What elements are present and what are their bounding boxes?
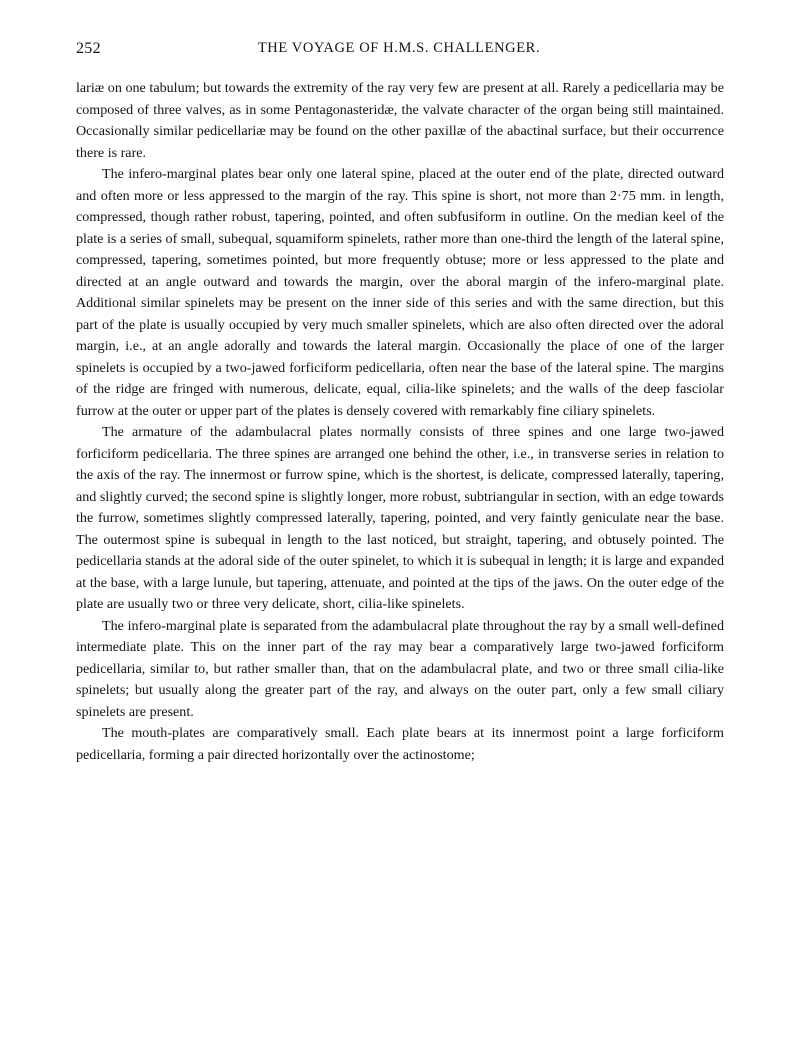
paragraph-intermediate-plate: The infero-marginal plate is separated from the adambulacral plate throughout the ray by a small well-defined intermediate plate. This on the inner part of the ray may bear a comparatively large two-jawed forficiform pedicellaria, similar to, but rather smaller than, that on the adambulacral plate, and two or three small cilia-like spinelets; but usually along the greater part of the ray, and always on the outer part, only a few small ciliary spinelets are present. — [76, 617, 724, 720]
paragraph-pedicellariae: lariæ on one tabulum; but towards the extremity of the ray very few are present at all. Rarely a pedicellaria may be composed of three valves, as in some Pentagonasteridæ, the valvate character of the organ being still maintained. Occasionally similar pedicellariæ may be found on the other paxillæ of the abactinal surface, but their occurrence there is rare. — [76, 80, 724, 161]
page-number: 252 — [76, 40, 101, 57]
body-text — [76, 78, 724, 766]
paragraph-adambulacral-armature: The armature of the adambulacral plates normally consists of three spines and one large two-jawed forficiform pedicellaria. The three spines are arranged one behind the other, i.e., in transverse series in relation to the axis of the ray. The innermost or furrow spine, which is the shortest, is delicate, compressed laterally, tapering, and slightly curved; the second spine is slightly longer, more robust, subtriangular in section, with an edge towards the furrow, sometimes slightly compressed laterally, tapering, pointed, and very faintly geniculate near the base. The outermost spine is subequal in length to the last noticed, but straight, tapering, and obtusely pointed. The pedicellaria stands at the adoral side of the outer spinelet, to which it is subequal in length; it is large and expanded at the base, with a large lunule, but tapering, attenuate, and pointed at the tips of the jaws. On the outer edge of the plate are usually two or three very delicate, short, cilia-like spinelets. — [76, 424, 724, 612]
paragraph-mouth-plates: The mouth-plates are comparatively small. Each plate bears at its innermost point a large forficiform pedicellaria, forming a pair directed horizontally over the actinostome; — [76, 725, 724, 763]
running-title: THE VOYAGE OF H.M.S. CHALLENGER. — [257, 40, 541, 56]
paragraph-infero-marginal-plates: The infero-marginal plates bear only one lateral spine, placed at the outer end of the plate, directed outward and often more or less appressed to the margin of the ray. This spine is short, not more than 2·75 mm. in length, compressed, though rather robust, tapering, pointed, and often subfusiform in outline. On the median keel of the plate is a series of small, subequal, squamiform spinelets, rather more than one-third the length of the lateral spine, compressed, tapering, sometimes pointed, but more frequently obtuse; more or less appressed to the plate and directed at an angle outward and towards the margin, over the aboral margin of the infero-marginal plate. Additional similar spinelets may be present on the inner side of this series and with the same direction, but this part of the plate is usually occupied by very much smaller spinelets, which are also often directed over the adoral margin, i.e., at an angle adorally and towards the lateral margin. Occasionally the place of one of the larger spinelets is occupied by a two-jawed forficiform pedicellaria, often near the base of the lateral spine. The margins of the ridge are fringed with numerous, delicate, equal, cilia-like spinelets; and the walls of the deep fasciolar furrow at the outer or upper part of the plates is densely covered with remarkably fine ciliary spinelets. — [76, 166, 724, 419]
page-header — [76, 40, 722, 64]
